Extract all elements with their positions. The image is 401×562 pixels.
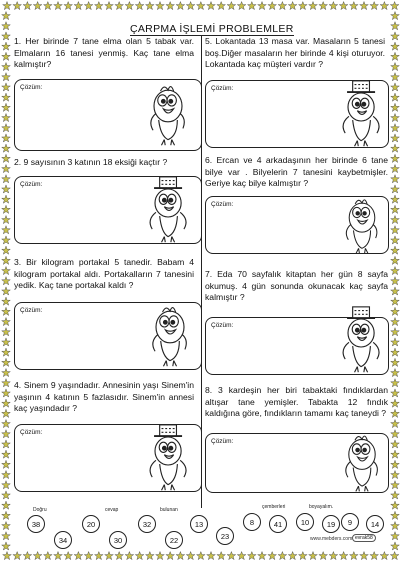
- star-icon: [237, 2, 246, 10]
- answer-circle[interactable]: 41: [269, 515, 287, 533]
- star-icon: [115, 2, 124, 10]
- star-icon: [391, 52, 400, 60]
- star-icon: [2, 440, 11, 448]
- star-icon: [146, 2, 155, 10]
- star-icon: [391, 277, 400, 285]
- footer-logo: evrak58: [352, 534, 376, 542]
- star-icon: [156, 2, 165, 10]
- star-icon: [176, 2, 185, 10]
- star-icon: [278, 2, 287, 10]
- star-icon: [2, 460, 11, 468]
- star-icon: [391, 287, 400, 295]
- star-icon: [391, 256, 400, 264]
- star-icon: [2, 409, 11, 417]
- star-icon: [95, 552, 104, 560]
- star-icon: [391, 532, 400, 540]
- star-icon: [197, 552, 206, 560]
- star-icon: [391, 236, 400, 244]
- star-icon: [248, 552, 257, 560]
- star-icon: [2, 277, 11, 285]
- star-icon: [391, 328, 400, 336]
- star-icon: [2, 287, 11, 295]
- star-icon: [258, 2, 267, 10]
- answer-circle[interactable]: 23: [216, 527, 234, 545]
- star-icon: [391, 144, 400, 152]
- star-icon: [391, 501, 400, 509]
- star-icon: [391, 32, 400, 40]
- star-icon: [2, 297, 11, 305]
- star-icon: [186, 552, 195, 560]
- star-icon: [64, 2, 73, 10]
- star-icon: [391, 124, 400, 132]
- question-6: 6. Ercan ve 4 arkadaşının her birinde 6 tane bilye var . Bilyelerin 7 tanesini kaybetmişler. Geriye kaç bilye kalmıştır ?: [205, 155, 388, 188]
- star-icon: [2, 491, 11, 499]
- star-icon: [391, 460, 400, 468]
- star-icon: [299, 552, 308, 560]
- star-icon: [2, 307, 11, 315]
- star-icon: [248, 2, 257, 10]
- star-icon: [391, 440, 400, 448]
- answer-circle[interactable]: 10: [296, 513, 314, 531]
- answer-label: Çözüm:: [211, 322, 234, 329]
- star-icon: [391, 430, 400, 438]
- star-icon: [391, 83, 400, 91]
- star-icon: [2, 328, 11, 336]
- star-icon: [391, 175, 400, 183]
- star-icon: [391, 338, 400, 346]
- star-icon: [2, 358, 11, 366]
- star-icon: [146, 552, 155, 560]
- star-icon: [370, 552, 379, 560]
- bird-icon: [334, 428, 390, 494]
- star-icon: [2, 195, 11, 203]
- star-icon: [2, 399, 11, 407]
- star-icon: [2, 338, 11, 346]
- star-icon: [391, 216, 400, 224]
- star-icon: [339, 2, 348, 10]
- bird-with-hat-icon: [334, 78, 390, 150]
- star-icon: [390, 552, 399, 560]
- star-icon: [125, 552, 134, 560]
- bird-icon: [334, 192, 390, 256]
- star-icon: [2, 430, 11, 438]
- star-icon: [391, 450, 400, 458]
- star-icon: [391, 318, 400, 326]
- answer-circle[interactable]: 20: [82, 515, 100, 533]
- star-icon: [380, 552, 389, 560]
- star-icon: [329, 552, 338, 560]
- star-icon: [2, 246, 11, 254]
- star-icon: [350, 2, 359, 10]
- star-icon: [217, 2, 226, 10]
- answer-label: Çözüm:: [20, 307, 43, 314]
- star-icon: [2, 22, 11, 30]
- star-icon: [391, 399, 400, 407]
- star-icon: [391, 63, 400, 71]
- star-icon: [2, 154, 11, 162]
- star-icon: [2, 103, 11, 111]
- star-icon: [84, 552, 93, 560]
- answer-circle[interactable]: 13: [190, 515, 208, 533]
- star-icon: [370, 2, 379, 10]
- star-icon: [2, 348, 11, 356]
- star-icon: [2, 236, 11, 244]
- question-1: 1. Her birinde 7 tane elma olan 5 tabak var. Elmaların 16 tanesi yenmiş. Kaç tane elma kalmıştır?: [14, 36, 194, 69]
- star-icon: [391, 114, 400, 122]
- answer-circle-caption: çemberleri: [262, 504, 286, 510]
- star-icon: [2, 205, 11, 213]
- star-icon: [391, 420, 400, 428]
- star-icon: [319, 552, 328, 560]
- star-icon: [391, 246, 400, 254]
- star-icon: [380, 2, 389, 10]
- star-icon: [135, 552, 144, 560]
- star-icon: [2, 93, 11, 101]
- star-icon: [391, 471, 400, 479]
- star-icon: [3, 2, 12, 10]
- bird-icon: [140, 76, 196, 150]
- star-icon: [391, 73, 400, 81]
- star-icon: [391, 165, 400, 173]
- star-icon: [258, 552, 267, 560]
- answer-circle[interactable]: 38: [27, 515, 45, 533]
- star-icon: [319, 2, 328, 10]
- star-icon: [268, 552, 277, 560]
- star-icon: [44, 2, 53, 10]
- star-icon: [360, 2, 369, 10]
- answer-circle-caption: cevap: [105, 507, 119, 513]
- star-icon: [2, 32, 11, 40]
- answer-circle[interactable]: 9: [341, 513, 359, 531]
- footer-url: www.mebders.com: [310, 536, 353, 542]
- star-icon: [2, 12, 11, 20]
- answer-label: Çözüm:: [20, 84, 43, 91]
- star-icon: [105, 552, 114, 560]
- star-icon: [391, 134, 400, 142]
- star-icon: [74, 2, 83, 10]
- star-icon: [2, 420, 11, 428]
- star-icon: [391, 542, 400, 550]
- star-icon: [2, 216, 11, 224]
- star-icon: [186, 2, 195, 10]
- star-icon: [33, 2, 42, 10]
- star-icon: [391, 185, 400, 193]
- star-icon: [2, 450, 11, 458]
- star-icon: [84, 2, 93, 10]
- star-icon: [391, 42, 400, 50]
- bird-icon: [142, 298, 198, 370]
- question-8: 8. 3 kardeşin her biri tabaktaki fındıklardan altışar tane yemişler. Tabakta 12 fındık kaldığına göre, fındıkların tamamı kaç taneydi ?: [205, 385, 388, 418]
- star-icon: [391, 511, 400, 519]
- star-icon: [391, 22, 400, 30]
- star-icon: [105, 2, 114, 10]
- star-icon: [2, 165, 11, 173]
- question-3: 3. Bir kilogram portakal 5 tanedir. Babam 4 kilogram portakal aldı. Portakalların 7 tanesini yedik. Kaç tane portakal kaldı ?: [14, 257, 194, 290]
- answer-label: Çözüm:: [20, 181, 43, 188]
- star-icon: [2, 144, 11, 152]
- bird-with-hat-icon: [140, 423, 198, 493]
- question-4: 4. Sinem 9 yaşındadır. Annesinin yaşı Sinem'in yaşının 4 katının 5 fazlasıdır. Sinem'in annesi kaç yaşındadır ?: [14, 380, 194, 413]
- star-icon: [227, 552, 236, 560]
- star-icon: [2, 73, 11, 81]
- star-icon: [391, 93, 400, 101]
- star-icon: [197, 2, 206, 10]
- star-icon: [391, 522, 400, 530]
- star-icon: [2, 83, 11, 91]
- star-icon: [391, 348, 400, 356]
- star-icon: [125, 2, 134, 10]
- star-icon: [2, 52, 11, 60]
- star-icon: [115, 552, 124, 560]
- star-icon: [74, 552, 83, 560]
- star-icon: [350, 552, 359, 560]
- star-icon: [2, 226, 11, 234]
- star-icon: [299, 2, 308, 10]
- star-icon: [391, 226, 400, 234]
- star-icon: [207, 552, 216, 560]
- star-icon: [237, 552, 246, 560]
- answer-circle[interactable]: 22: [165, 531, 183, 549]
- star-icon: [391, 379, 400, 387]
- answer-circle[interactable]: 30: [109, 531, 127, 549]
- star-icon: [2, 267, 11, 275]
- star-icon: [391, 12, 400, 20]
- star-icon: [391, 409, 400, 417]
- answer-label: Çözüm:: [20, 429, 43, 436]
- star-icon: [13, 552, 22, 560]
- star-icon: [391, 481, 400, 489]
- star-icon: [391, 307, 400, 315]
- answer-circle-caption: Doğru: [33, 507, 47, 513]
- star-icon: [391, 389, 400, 397]
- star-icon: [23, 552, 32, 560]
- star-icon: [309, 2, 318, 10]
- star-icon: [44, 552, 53, 560]
- answer-circle[interactable]: 19: [322, 515, 340, 533]
- star-icon: [33, 552, 42, 560]
- page-title: ÇARPMA İŞLEMİ PROBLEMLER: [130, 23, 294, 35]
- star-icon: [391, 369, 400, 377]
- star-icon: [329, 2, 338, 10]
- answer-circle[interactable]: 32: [138, 515, 156, 533]
- star-icon: [135, 2, 144, 10]
- answer-circle[interactable]: 14: [366, 515, 384, 533]
- star-icon: [23, 2, 32, 10]
- answer-circle[interactable]: 8: [243, 513, 261, 531]
- question-7: 7. Eda 70 sayfalık kitaptan her gün 8 sayfa okumuş. 4 gün sonunda okunacak kaç sayfa kalmıştır ?: [205, 269, 388, 302]
- star-icon: [2, 318, 11, 326]
- star-icon: [176, 552, 185, 560]
- answer-circle-caption: bulunan: [160, 507, 178, 513]
- star-icon: [391, 205, 400, 213]
- star-icon: [3, 552, 12, 560]
- star-icon: [391, 103, 400, 111]
- star-icon: [391, 154, 400, 162]
- bird-with-hat-icon: [334, 305, 390, 375]
- star-icon: [2, 185, 11, 193]
- star-icon: [2, 471, 11, 479]
- star-icon: [288, 552, 297, 560]
- answer-label: Çözüm:: [211, 85, 234, 92]
- star-icon: [207, 2, 216, 10]
- star-icon: [166, 2, 175, 10]
- star-icon: [156, 552, 165, 560]
- star-icon: [339, 552, 348, 560]
- star-icon: [2, 481, 11, 489]
- star-icon: [2, 63, 11, 71]
- star-icon: [95, 2, 104, 10]
- star-icon: [390, 2, 399, 10]
- star-icon: [13, 2, 22, 10]
- star-icon: [227, 2, 236, 10]
- answer-label: Çözüm:: [211, 201, 234, 208]
- star-icon: [391, 297, 400, 305]
- star-icon: [2, 511, 11, 519]
- star-icon: [217, 552, 226, 560]
- star-icon: [64, 552, 73, 560]
- question-5: 5. Lokantada 13 masa var. Masaların 5 tanesi boş.Diğer masaların her birinde 4 kişi oturuyor. Lokantada kaç müşteri vardır ?: [205, 36, 385, 69]
- star-icon: [2, 134, 11, 142]
- star-icon: [54, 2, 63, 10]
- star-icon: [288, 2, 297, 10]
- star-icon: [391, 267, 400, 275]
- star-icon: [2, 42, 11, 50]
- star-icon: [2, 501, 11, 509]
- star-icon: [360, 552, 369, 560]
- star-icon: [268, 2, 277, 10]
- bird-with-hat-icon: [140, 175, 198, 245]
- star-icon: [54, 552, 63, 560]
- answer-circle[interactable]: 34: [54, 531, 72, 549]
- star-icon: [2, 532, 11, 540]
- answer-circle-caption: boyayalım.: [309, 504, 334, 510]
- star-icon: [309, 552, 318, 560]
- star-icon: [2, 256, 11, 264]
- star-icon: [2, 175, 11, 183]
- star-icon: [2, 522, 11, 530]
- star-icon: [2, 389, 11, 397]
- star-icon: [391, 195, 400, 203]
- star-icon: [2, 379, 11, 387]
- answer-label: Çözüm:: [211, 438, 234, 445]
- star-icon: [166, 552, 175, 560]
- star-icon: [2, 124, 11, 132]
- question-2: 2. 9 sayısının 3 katının 18 eksiği kaçtır ?: [14, 157, 168, 167]
- star-icon: [2, 542, 11, 550]
- star-icon: [391, 491, 400, 499]
- star-icon: [2, 369, 11, 377]
- star-icon: [278, 552, 287, 560]
- star-icon: [391, 358, 400, 366]
- star-icon: [2, 114, 11, 122]
